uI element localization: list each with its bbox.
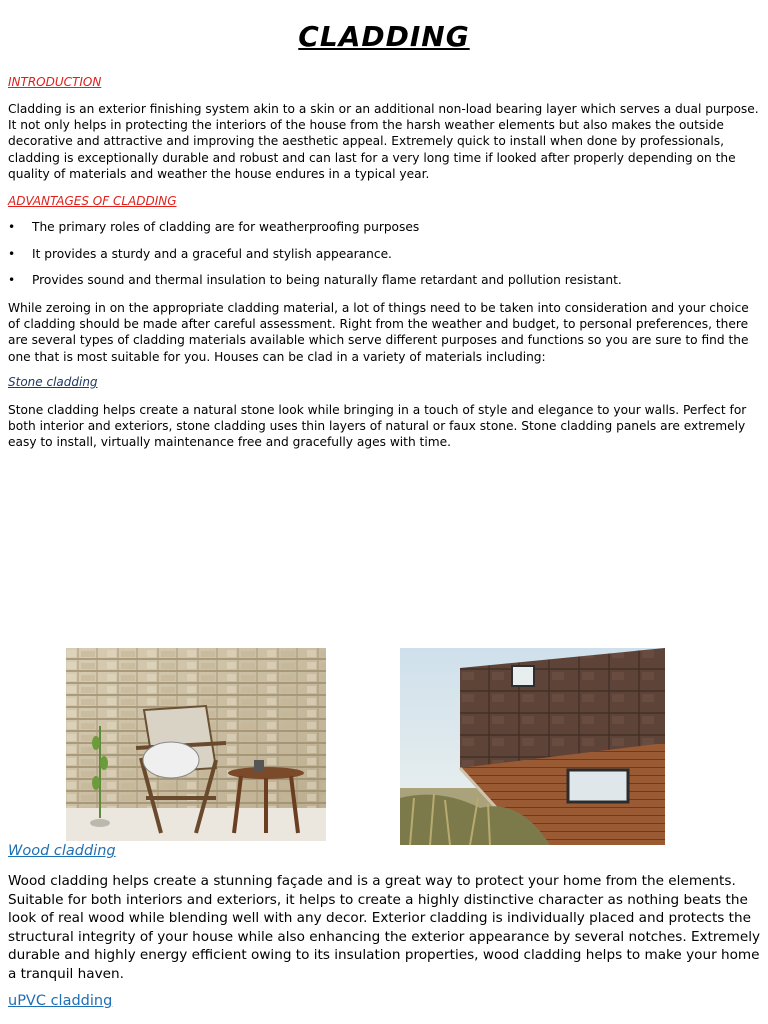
upvc-cladding-heading: uPVC cladding [8,993,113,1009]
stone-cladding-paragraph: Stone cladding helps create a natural stone look while bringing in a touch of style and elegance to your walls. Perfect for both interior and exteriors, stone cladding uses thin layers of natural or faux stone. Stone cladding panels are extremely easy to install, virtually maintenance free and gracefully ages with time. [8,403,747,450]
advantage-item [8,220,419,234]
introduction-paragraph: Cladding is an exterior finishing system akin to a skin or an additional non-load bearing layer which serves a dual purpose. It not only helps in protecting the interiors of the house from the harsh weather elements but also makes the outside decorative and attractive and improving the aesthetic appeal. Extremely quick to install when done by professionals, cladding is exceptionally durable and robust and can last for a very long time if looked after properly depending on the quality of materials and weather the house endures in a typical year. [8,102,759,181]
stone-cladding-heading: Stone cladding [8,375,98,389]
advantage-text: Provides sound and thermal insulation to being naturally flame retardant and pollution resistant. [32,273,622,287]
introduction-heading: INTRODUCTION [8,75,102,89]
advantage-item [8,273,622,287]
bullet-icon: • [8,220,16,234]
wood-cladding-heading: Wood cladding [8,843,116,859]
advantages-heading: ADVANTAGES OF CLADDING [8,194,177,208]
bullet-icon: • [8,247,16,261]
advantage-text: It provides a sturdy and a graceful and stylish appearance. [32,247,392,261]
bullet-icon: • [8,273,16,287]
advantage-item [8,247,392,261]
materials-paragraph: While zeroing in on the appropriate cladding material, a lot of things need to be taken into consideration and your choice of cladding should be made after careful assessment. Right from the weather and budget, to personal preferences, there are several types of cladding materials available which serve different purposes and functions so you are sure to find the one that is most suitable for you. Houses can be clad in a variety of materials including: [8,301,749,364]
page-title: CLADDING [298,20,470,53]
wood-cladding-photo [400,648,665,845]
advantage-text: The primary roles of cladding are for weatherproofing purposes [32,220,420,234]
stone-cladding-photo [66,648,326,841]
wood-cladding-paragraph: Wood cladding helps create a stunning façade and is a great way to protect your home from the elements. Suitable for both interiors and exteriors, it helps to create a highly distinctive character as nothing beats the look of real wood while blending well with any decor. Exterior cladding is individually placed and protects the structural integrity of your house while also enhancing the exterior appearance by several notches. Extremely durable and highly energy efficient owing to its insulation properties, wood cladding helps to make your home a tranquil haven. [8,873,761,982]
